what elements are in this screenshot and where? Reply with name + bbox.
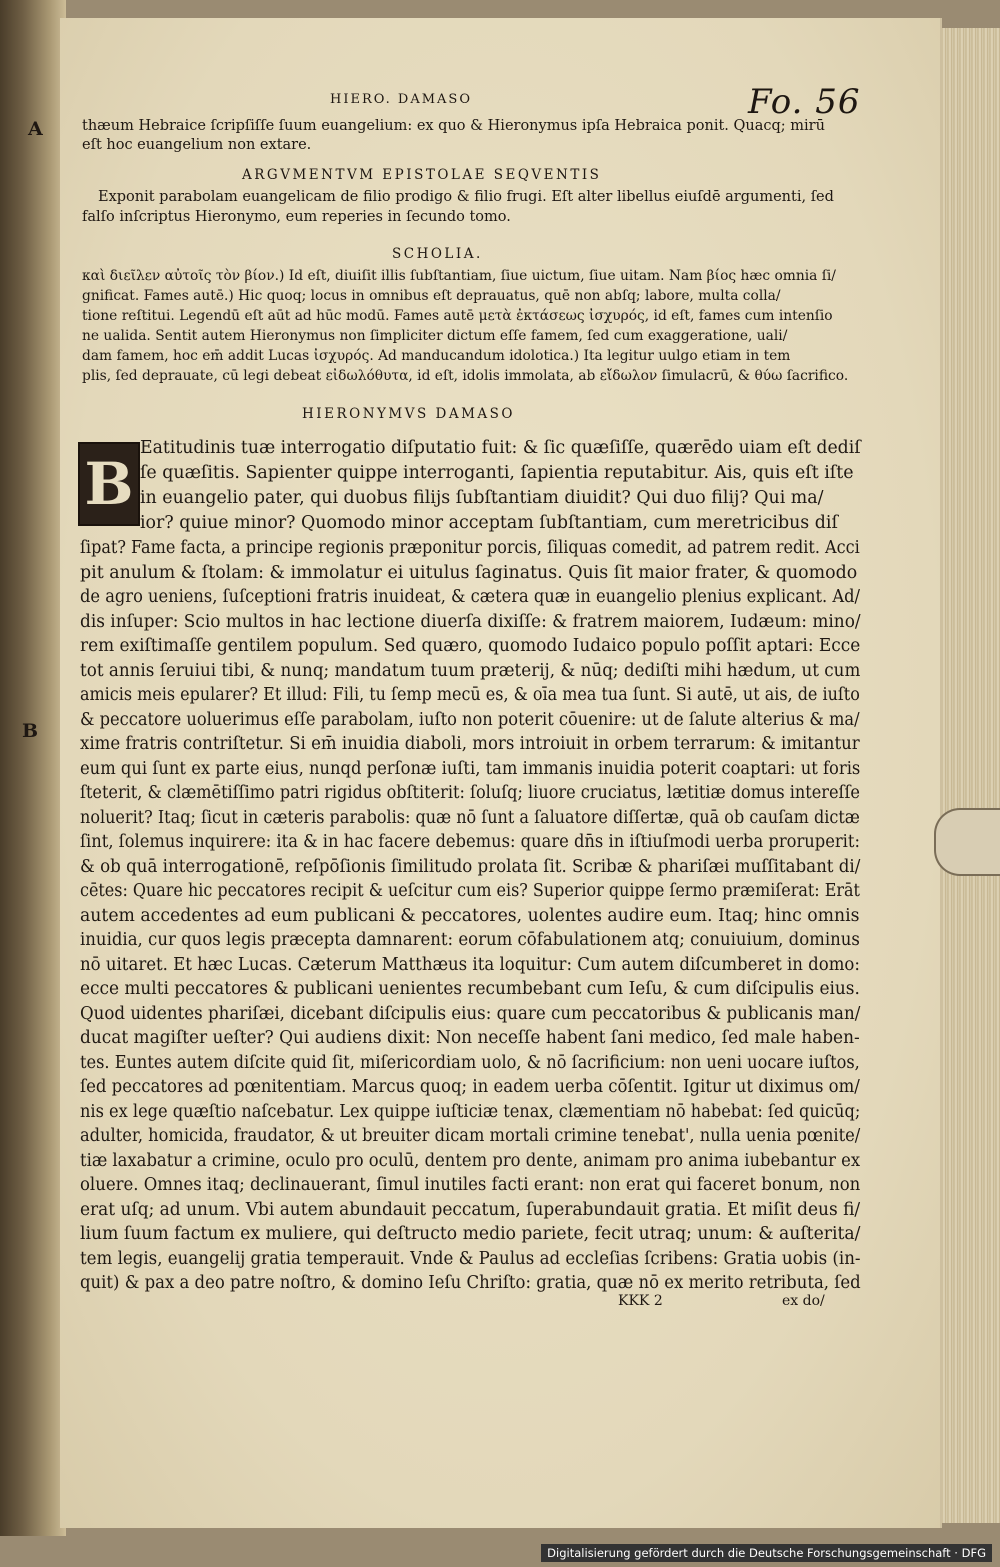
- intro-line: thæum Hebraice ſcripſiſſe ſuum euangelium: ex quo & Hieronymus ipſa Hebraica ponit. Quacq; mirū: [82, 118, 825, 134]
- margin-letter-a: A: [28, 118, 43, 140]
- argument-heading: ARGVMENTVM EPISTOLAE SEQVENTIS: [242, 167, 602, 183]
- digitization-note: Digitalisierung gefördert durch die Deutsche Forschungsgemeinschaft · DFG: [541, 1544, 992, 1562]
- scholia-line: plis, ſed deprauate, cū legi debeat εἰδωλόθυτα, id eſt, idolis immolata, ab εἴδωλον ſimulacrū, & θύω ſacrifico.: [82, 368, 849, 384]
- book-gutter: [0, 0, 66, 1567]
- page-fore-edge: [940, 28, 1000, 1523]
- catchword: ex do/: [782, 1293, 825, 1309]
- letter-line: quit) & pax a deo patre noſtro, & domino Ieſu Chriſto: gratia, quæ nō ex merito retributa, ſed: [80, 1273, 861, 1293]
- letter-line: tem legis, euangelij gratia temperauit. Vnde & Paulus ad eccleſias ſcribens: Gratia uobis (in-: [80, 1248, 861, 1269]
- scholia-line: gnificat. Fames autē.) Hic quoq; locus in omnibus eſt deprauatus, quē non abſq; labore, multa colla/: [82, 288, 781, 304]
- letter-line: tot annis ſeruiui tibi, & nunq; mandatum tuum præterij, & nūq; dediſti mihi hædum, ut cum: [80, 660, 861, 681]
- letter-line: erat uſq; ad unum. Vbi autem abundauit peccatum, ſuperabundauit gratia. Et miſit deus fi/: [80, 1199, 861, 1220]
- margin-letter-b: B: [22, 720, 39, 742]
- argument-line: Exponit parabolam euangelicam de filio prodigo & filio frugi. Eſt alter libellus eiuſdē argumenti, ſed: [98, 189, 834, 205]
- letter-line: oluere. Omnes itaq; declinauerant, ſimul inutiles facti erant: non erat qui faceret bonum, non: [80, 1175, 861, 1195]
- scholia-line: dam famem, hoc em̄ addit Lucas ἰσχυρός. Ad manducandum idolotica.) Ita legitur uulgo etiam in tem: [82, 348, 791, 364]
- letter-line: & ob quā interrogationē, reſpōſionis ſimilitudo prolata ſit. Scribæ & phariſæi muſſitabant di/: [80, 856, 861, 877]
- letter-line: cētes: Quare hic peccatores recipit & ueſcitur cum eis? Superior quippe ſermo præmiſerat: Erāt: [80, 881, 860, 901]
- letter-line: ſteterit, & clæmētiſſimo patri rigidus obſtiterit: ſoluſq; liuore cruciatus, lætitiæ domus intereſſe: [80, 783, 860, 803]
- letter-line: ſe quæſitis. Sapienter quippe interroganti, ſapientia reputabitur. Ais, quis eſt iſte: [140, 463, 854, 483]
- letter-line: adulter, homicida, fraudator, & ut breuiter dicam mortali crimine tenebat', nulla uenia pœnite/: [80, 1126, 861, 1146]
- letter-line: inuidia, cur quos legis præcepta damnarent: eorum cōfabulationem atq; conuiuium, dominus: [80, 930, 860, 950]
- letter-line: amicis meis epularer? Et illud: Fili, tu ſemp mecū es, & oīa mea tua ſunt. Si autē, ut ais, de iuſto: [80, 685, 860, 705]
- intro-line: eſt hoc euangelium non extare.: [82, 137, 312, 153]
- letter-line: noluerit? Itaq; ſicut in cæteris parabolis: quæ nō ſunt a ſaluatore diſſertæ, quā ob cauſam dictæ: [80, 807, 860, 828]
- letter-line: in euangelio pater, qui duobus filijs ſubſtantiam diuidit? Qui duo filij? Qui ma/: [140, 488, 824, 508]
- scholia-line: tione reſtitui. Legendū eſt aūt ad hūc modū. Fames autē μετὰ ἐκτάσεως ἰσχυρός, id eſt, fames cum intenſio: [82, 308, 833, 324]
- letter-line: nis ex lege quæſtio naſcebatur. Lex quippe iuſticiæ tenax, clæmentiam nō habebat: ſed quicūq;: [80, 1101, 861, 1122]
- letter-line: de agro ueniens, ſuſceptioni fratris inuideat, & cætera quæ in euangelio plenius explicant. Ad/: [80, 587, 860, 607]
- letter-line: tiæ laxabatur a crimine, oculo pro oculū, dentem pro dente, animam pro anima iubebantur ex: [80, 1150, 861, 1171]
- letter-heading: HIERONYMVS DAMASO: [302, 406, 515, 422]
- letter-line: rem exiſtimaſſe gentilem populum. Sed quæro, quomodo Iudaico populo poſſit aptari: Ecce: [80, 636, 861, 656]
- letter-line: dis inſuper: Scio multos in hac lectione diuerſa dixiſſe: & fratrem maiorem, Iudæum: mino/: [80, 611, 861, 632]
- letter-line: ior? quiue minor? Quomodo minor acceptam ſubſtantiam, cum meretricibus diſ: [140, 513, 838, 533]
- letter-line: autem accedentes ad eum publicani & peccatores, uolentes audire eum. Itaq; hinc omnis: [80, 905, 860, 926]
- scholia-heading: SCHOLIA.: [392, 246, 483, 262]
- letter-line: ſint, ſolemus inquirere: ita & in hac facere debemus: quare dn̄s in iſtiuſmodi uerba proruperit:: [80, 832, 860, 852]
- letter-line: nō uitaret. Et hæc Lucas. Cæterum Matthæus ita loquitur: Cum autem diſcumberet in domo:: [80, 954, 860, 975]
- scholia-line: ne ualida. Sentit autem Hieronymus non ſimpliciter dictum eſſe famem, ſed cum exaggeratione, uali/: [82, 328, 788, 344]
- letter-line: & peccatore uoluerimus eſſe parabolam, iuſto non poterit cōuenire: ut de ſalute alterius & ma/: [80, 709, 860, 730]
- letter-line: eum qui ſunt ex parte eius, nunqd perſonæ iuſti, tam immanis inuidia poterit coaptari: ut foris: [80, 758, 861, 779]
- letter-line: ducat magiſter ueſter? Qui audiens dixit: Non neceſſe habent ſani medico, ſed male haben-: [80, 1028, 860, 1048]
- argument-line: falſo inſcriptus Hieronymo, eum reperies in ſecundo tomo.: [82, 209, 511, 225]
- letter-line: ecce multi peccatores & publicani uenientes recumbebant cum Ieſu, & cum diſcipulis eius.: [80, 979, 860, 999]
- letter-line: tes. Euntes autem diſcite quid ſit, miſericordiam uolo, & nō ſacrificium: non ueni uocare iuſtos,: [80, 1052, 860, 1073]
- letter-line: ſed peccatores ad pœnitentiam. Marcus quoq; in eadem uerba cōſentit. Igitur ut diximus om/: [80, 1077, 860, 1097]
- letter-line: Quod uidentes phariſæi, dicebant diſcipulis eius: quare cum peccatoribus & publicanis man/: [80, 1003, 861, 1024]
- letter-line: Eatitudinis tuæ interrogatio diſputatio fuit: & ſic quæſiſſe, quærēdo uiam eſt dediſ: [140, 438, 861, 458]
- signature-mark: KKK 2: [618, 1293, 663, 1309]
- letter-line: ſipat? Fame facta, a principe regionis præponitur porcis, ſiliquas comedit, ad patrem redit. Acci: [80, 538, 860, 558]
- letter-line: xime fratris contriſtetur. Si em̄ inuidia diaboli, mors introiuit in orbem terrarum: & imitantur: [80, 734, 860, 754]
- decorated-initial: B: [78, 442, 140, 526]
- letter-line: lium ſuum factum ex muliere, qui deſtructo medio pariete, fecit utraq; unum: & auſterita/: [80, 1224, 861, 1244]
- folio-number: Fo. 56: [748, 82, 861, 122]
- scholia-line: καὶ διεῖλεν αὐτοῖς τὸν βίον.) Id eſt, diuiſit illis ſubſtantiam, ſiue uictum, ſiue uitam. Nam βίος hæc omnia ſi/: [82, 268, 836, 284]
- letter-line: pit anulum & ſtolam: & immolatur ei uitulus ſaginatus. Quis ſit maior frater, & quomodo: [80, 562, 858, 583]
- running-title: HIERO. DAMASO: [330, 92, 472, 107]
- bookmark-tab: [934, 808, 1000, 876]
